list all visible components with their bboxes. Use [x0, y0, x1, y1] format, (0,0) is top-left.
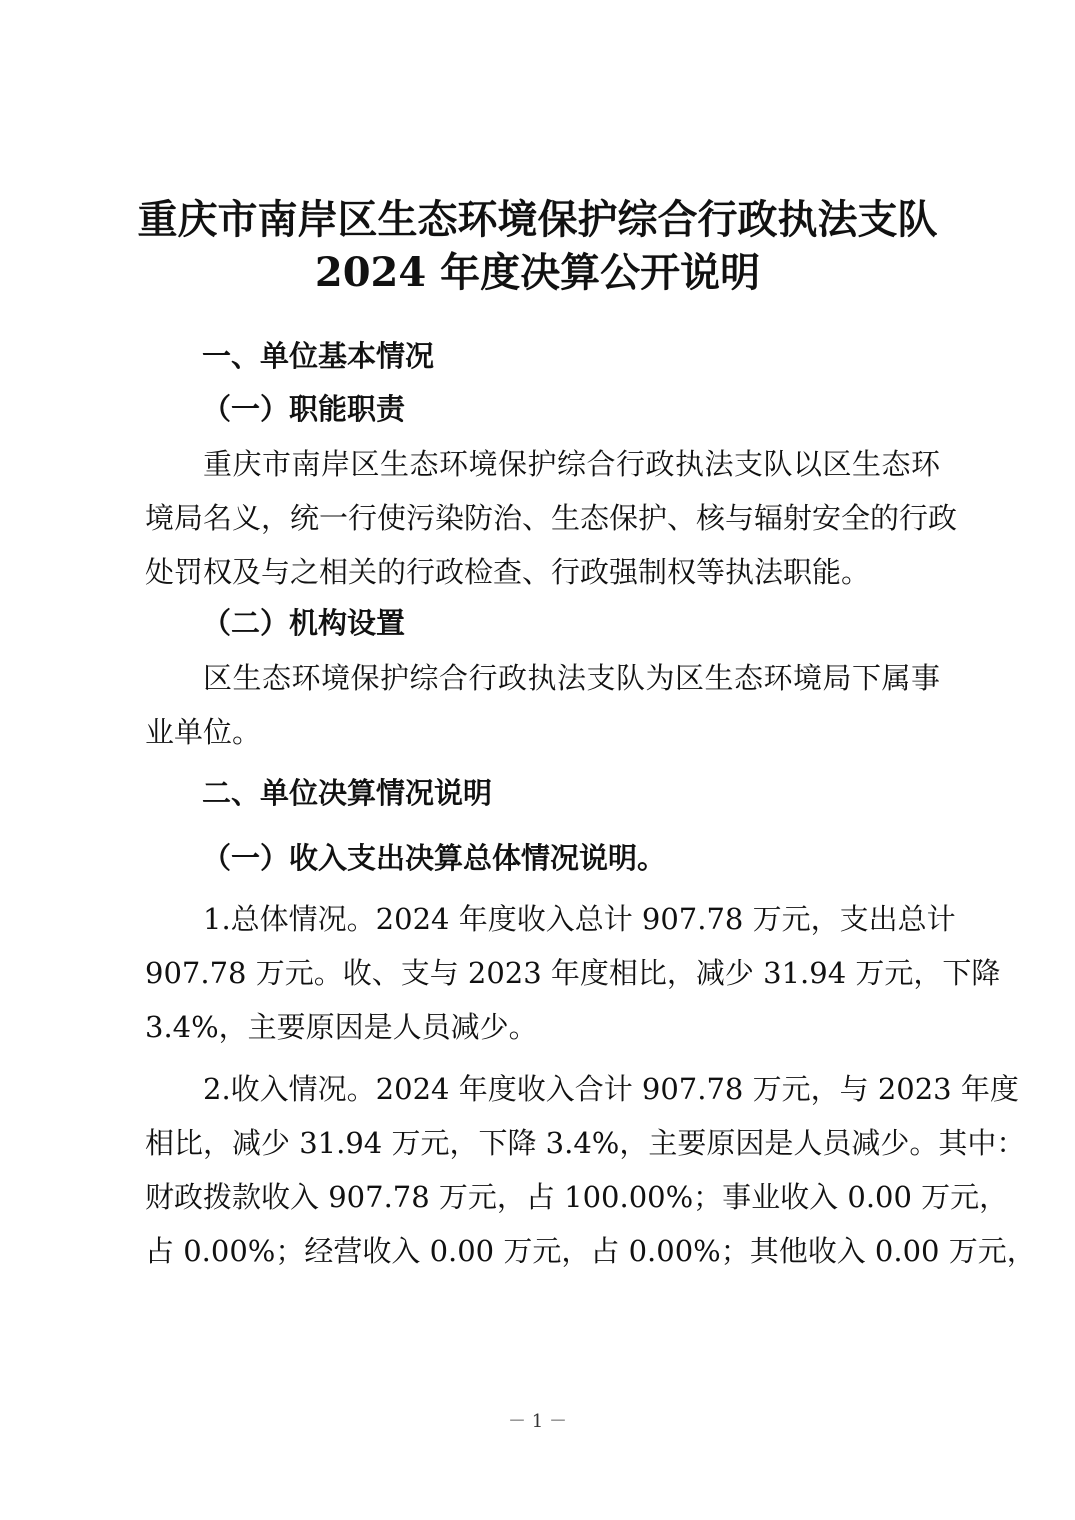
subsection-heading-functions: （一）职能职责: [202, 392, 406, 426]
text-line: 重庆市南岸区生态环境保护综合行政执法支队以区生态环: [203, 447, 940, 481]
section-heading-basic-info: 一、单位基本情况: [202, 339, 435, 373]
text-line: 2.收入情况。2024 年度收入合计 907.78 万元，与 2023 年度: [203, 1072, 1019, 1106]
text-line: 907.78 万元。收、支与 2023 年度相比，减少 31.94 万元，下降: [145, 956, 1001, 990]
text-line: 相比，减少 31.94 万元，下降 3.4%，主要原因是人员减少。其中：: [145, 1126, 1026, 1160]
text-line: 业单位。: [145, 715, 262, 749]
text-line: 境局名义，统一行使污染防治、生态保护、核与辐射安全的行政: [145, 501, 958, 535]
text-line: 占 0.00%；经营收入 0.00 万元，占 0.00%；其他收入 0.00 万元，: [145, 1234, 1036, 1268]
text-line: 3.4%，主要原因是人员减少。: [145, 1010, 538, 1044]
paragraph-functions: [145, 437, 958, 599]
section-heading-final-accounts: 二、单位决算情况说明: [202, 776, 493, 810]
text-line: 处罚权及与之相关的行政检查、行政强制权等执法职能。: [145, 555, 871, 589]
paragraph-overall-situation: [145, 892, 1001, 1054]
paragraph-income-situation: [145, 1062, 1036, 1278]
page-number: － 1 －: [508, 1411, 567, 1432]
text-line: 区生态环境保护综合行政执法支队为区生态环境局下属事: [203, 661, 940, 695]
paragraph-organization: [145, 651, 940, 759]
document-title-line-1: 重庆市南岸区生态环境保护综合行政执法支队: [137, 196, 938, 243]
subsection-heading-overall: （一）收入支出决算总体情况说明。: [202, 841, 667, 875]
subsection-heading-organization: （二）机构设置: [202, 606, 406, 640]
document-title-line-2: 2024 年度决算公开说明: [314, 249, 761, 296]
text-line: 1.总体情况。2024 年度收入总计 907.78 万元，支出总计: [203, 902, 956, 936]
text-line: 财政拨款收入 907.78 万元，占 100.00%；事业收入 0.00 万元，: [145, 1180, 1009, 1214]
